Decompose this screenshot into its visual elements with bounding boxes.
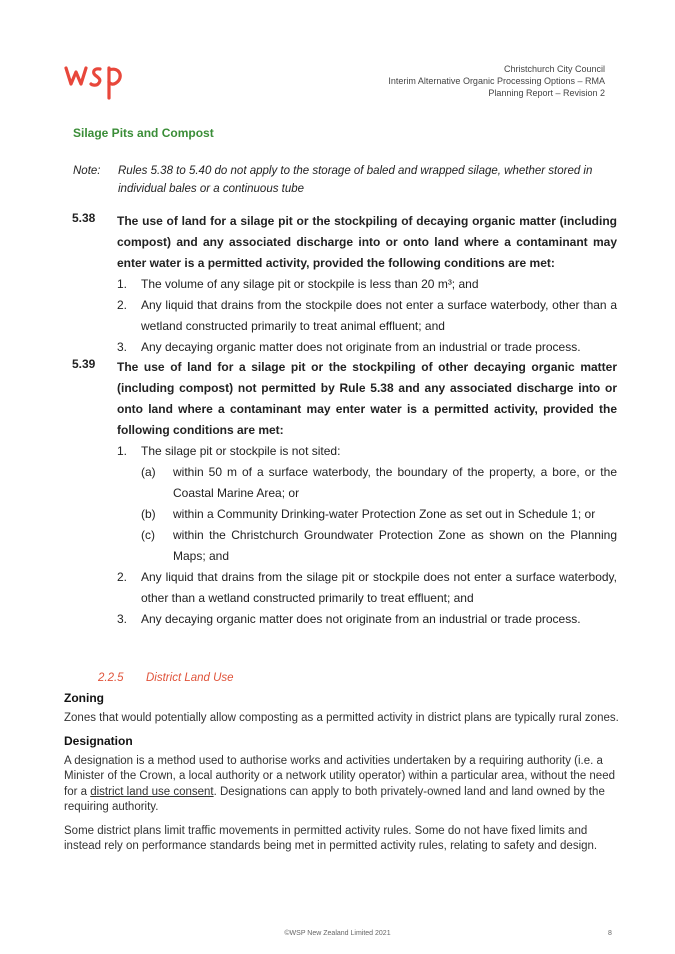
- note: [73, 162, 618, 198]
- header-client: Christchurch City Council: [503, 64, 605, 74]
- rule-number: 5.38: [72, 211, 96, 225]
- designation-heading: Designation: [64, 734, 133, 748]
- rule-lead: The use of land for a silage pit or the stockpiling of other decaying organic matter (including compost) not permitted by Rule 5.38 and any associated discharge into or onto land where a contaminant may enter water is a permitted activity, provided the following conditions are met:: [117, 360, 617, 437]
- condition-item: 1. The volume of any silage pit or stockpile is less than 20 m³; and: [117, 277, 479, 291]
- sub-condition-item: (c) within the Christchurch Groundwater Protection Zone as shown on the Planning Maps; and: [141, 528, 617, 563]
- sub-condition-item: (a) within 50 m of a surface waterbody, the boundary of the property, a bore, or the Coastal Marine Area; or: [141, 465, 617, 500]
- footer-copyright: ©WSP New Zealand Limited 2021: [284, 930, 391, 937]
- zoning-heading: Zoning: [64, 691, 104, 705]
- designation-paragraph: A designation is a method used to authorise works and activities undertaken by a requiring authority (i.e. a Minister of the Crown, a local authority or a network utility operator) within a particular area, without the need for a district land use consent. Designations can apply to both privately-owned land and land owned by the requiring authority.: [64, 754, 615, 813]
- sub-condition-list: [141, 462, 617, 567]
- section-heading: Silage Pits and Compost: [73, 126, 214, 140]
- condition-item: 2. Any liquid that drains from the stockpile does not enter a surface waterbody, other than a wetland constructed primarily to treat animal effluent; and: [117, 298, 617, 333]
- document-header: [388, 63, 605, 99]
- page-number: 8: [608, 930, 612, 937]
- header-report: Planning Report – Revision 2: [488, 88, 605, 98]
- condition-item: 1. The silage pit or stockpile is not sited: (a) within 50 m of a surface waterbody, the boundary of the property, a bore, or the Coastal Marine Area; or (b) within a Community Drinking-water Protection Zone as set out in Schedule 1; or (c) within the Christchurch Groundwater Protection Zone as shown on the Planning Maps; and: [117, 441, 617, 567]
- condition-item: 3. Any decaying organic matter does not originate from an industrial or trade process.: [117, 340, 581, 354]
- sub-condition-item: (b) within a Community Drinking-water Protection Zone as set out in Schedule 1; or: [141, 507, 596, 521]
- condition-list: [117, 274, 617, 358]
- wsp-logo: [64, 60, 140, 100]
- subsection-number: 2.2.5: [98, 672, 124, 684]
- rule-5-38: [72, 211, 617, 358]
- district-land-use: [64, 691, 624, 863]
- header-project: Interim Alternative Organic Processing Options – RMA: [388, 76, 605, 86]
- condition-item: 2. Any liquid that drains from the silage pit or stockpile does not enter a surface waterbody, other than a wetland constructed primarily to treat effluent; and: [117, 570, 617, 605]
- subsection-heading: [98, 672, 234, 684]
- note-label: Note:: [73, 165, 101, 177]
- zoning-paragraph: Zones that would potentially allow composting as a permitted activity in district plans are typically rural zones.: [64, 711, 619, 724]
- district-land-use-consent-link[interactable]: district land use consent: [90, 785, 214, 798]
- subsection-title: District Land Use: [146, 672, 234, 684]
- rule-lead: The use of land for a silage pit or the stockpiling of decaying organic matter (including compost) and any associated discharge into or onto land where a contaminant may enter water is a permitted activity, provided the following conditions are met:: [117, 214, 617, 270]
- note-text: Rules 5.38 to 5.40 do not apply to the storage of baled and wrapped silage, whether stored in individual bales or a continuous tube: [118, 165, 593, 195]
- rule-number: 5.39: [72, 357, 96, 371]
- traffic-paragraph: Some district plans limit traffic movements in permitted activity rules. Some do not have fixed limits and instead rely on performance standards being met in permitted activity rules, relating to safety and design.: [64, 824, 598, 852]
- condition-item: 3. Any decaying organic matter does not originate from an industrial or trade process.: [117, 612, 581, 626]
- rule-5-39: [72, 357, 617, 630]
- condition-list: [117, 441, 617, 630]
